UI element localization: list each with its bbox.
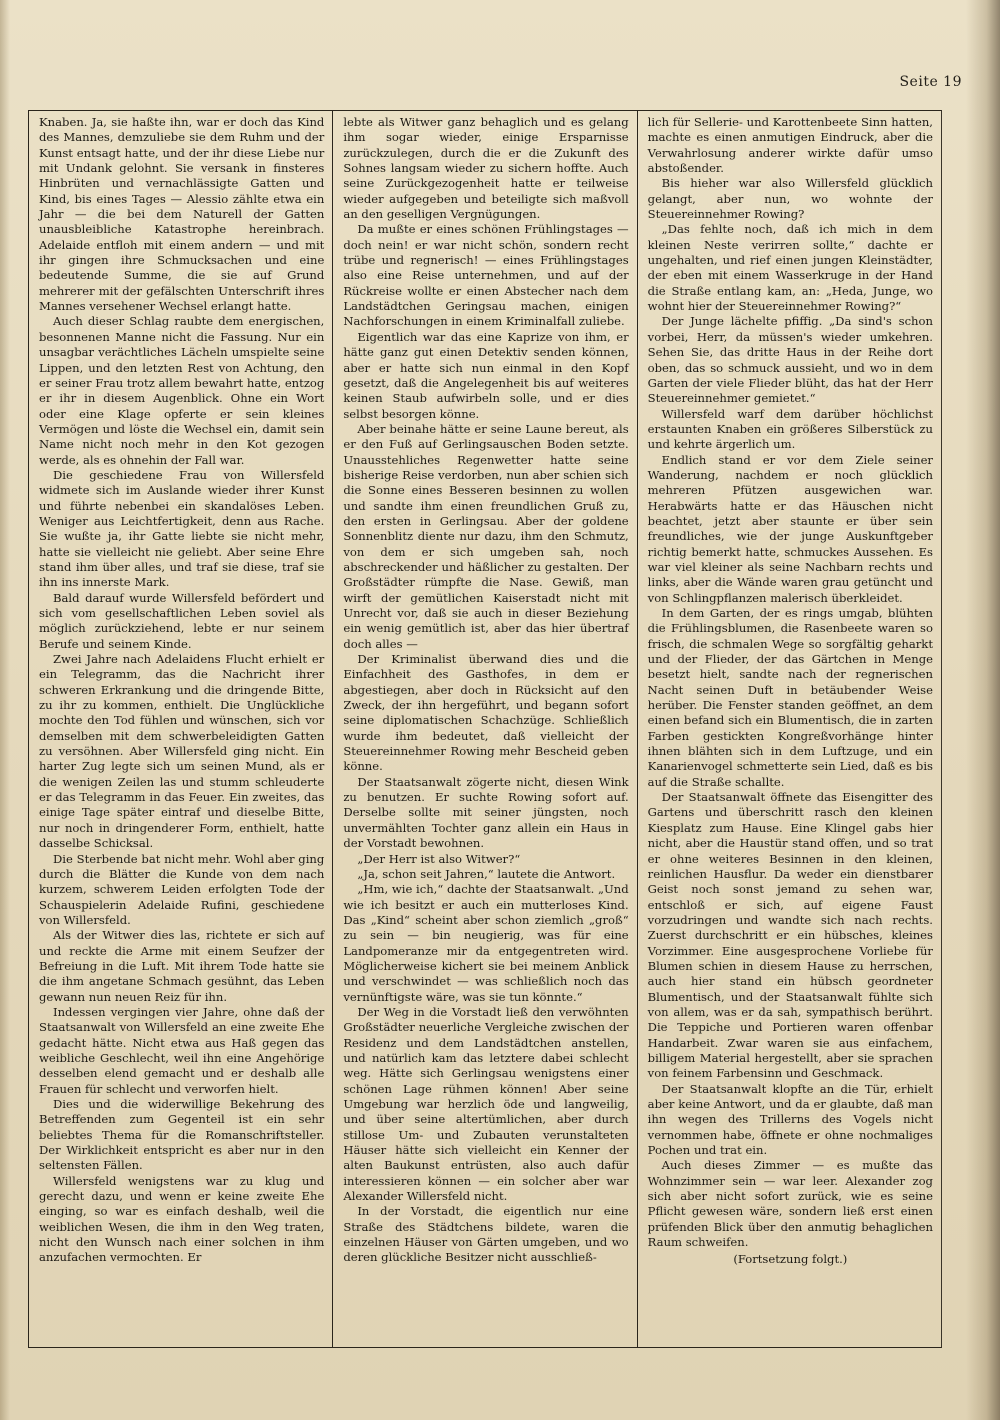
paragraph: Die Sterbende bat nicht mehr. Wohl aber ging durch die Blätter die Kunde von dem nach kurzem, schwerem Leiden erfolgten Tode der Schauspielerin Adelaide Rufini, geschiedene von Willersfeld. [39, 851, 325, 927]
paragraph: Die geschiedene Frau von Willersfeld widmete sich im Auslande wieder ihrer Kunst und führte nebenbei ein skandalöses Leben. Weniger aus Leichtfertigkeit, denn aus Rache. Sie wußte ja, ihr Gatte liebte sie nicht mehr, hatte sie vielleicht nie geliebt. Aber seine Ehre stand ihm über alles, und traf sie diese, traf sie ihn ins innerste Mark. [39, 467, 325, 590]
paragraph: Knaben. Ja, sie haßte ihn, war er doch das Kind des Mannes, demzuliebe sie dem Ruhm und der Kunst entsagt hatte, und der ihr diese Liebe nur mit Undank gelohnt. Sie versank in finsteres Hinbrüten und vernachlässigte Gatten und Kind, bis eines Tages — Alessio zählte etwa ein Jahr — die bei dem Naturell der Gatten unausbleibliche Katastrophe hereinbrach. Adelaide entfloh mit einem andern — und mit ihr gingen ihre Schmucksachen und eine bedeutende Summe, die sie auf Grund mehrerer mit der gefälschten Unterschrift ihres Mannes versehener Wechsel erlangt hatte. [39, 115, 325, 314]
paragraph: Der Staatsanwalt öffnete das Eisengitter des Gartens und überschritt rasch den kleinen Kiesplatz zum Hause. Eine Klingel gabs hier nicht, aber die Haustür stand offen, und so trat er ohne weiteres Besinnen in den kleinen, reinlichen Hausflur. Da weder ein dienstbarer Geist noch sonst jemand zu sehen war, entschloß er sich, auf eigene Faust vorzudringen und wandte sich nach rechts. Zuerst durchschritt er ein hübsches, kleines Vorzimmer. Eine ausgesprochene Vorliebe für Blumen schien in diesem Hause zu herrschen, auch hier stand ein hübsch geordneter Blumentisch, und der Staatsanwalt fühlte sich von allem, was er da sah, sympathisch berührt. Die Teppiche und Portieren waren offenbar Handarbeit. Zwar waren sie aus einfachem, billigem Material hergestellt, aber sie sprachen von feinem Farbensinn und Geschmack. [647, 790, 933, 1081]
page-number: Seite 19 [899, 74, 962, 90]
paragraph: Der Weg in die Vorstadt ließ den verwöhnten Großstädter neuerliche Vergleiche zwischen der Residenz und dem Landstädtchen anstellen, und natürlich kam das letztere dabei schlecht weg. Hätte sich Gerlingsau wenigstens einer schönen Lage rühmen können! Aber seine Umgebung war herzlich öde und langweilig, und über seine altertümlichen, aber durch stillose Um- und Zubauten verunstalteten Häuser hätte sich vielleicht ein Kenner der alten Baukunst entrüsten, also auch dafür interessieren können — ein solcher aber war Alexander Willersfeld nicht. [343, 1004, 629, 1204]
paragraph: Als der Witwer dies las, richtete er sich auf und reckte die Arme mit einem Seufzer der Befreiung in die Luft. Mit ihrem Tode hatte sie die ihm angetane Schmach gesühnt, das Leben gewann nun neuen Reiz für ihn. [39, 928, 325, 1004]
paragraph: „Das fehlte noch, daß ich mich in dem kleinen Neste verirren sollte,“ dachte er ungehalten, und rief einen jungen Kleinstädter, der eben mit einem Wasserkruge in der Hand die Straße entlang kam, an: „Heda, Junge, wo wohnt hier der Steuereinnehmer Rowing?“ [647, 222, 933, 314]
paragraph: Der Staatsanwalt klopfte an die Tür, erhielt aber keine Antwort, und da er glaubte, daß man ihn wegen des Trillerns des Vogels nicht vernommen habe, öffnete er ohne nochmaliges Pochen und trat ein. [647, 1081, 933, 1158]
paragraph: Willersfeld warf dem darüber höchlichst erstaunten Knaben ein größeres Silberstück zu und kehrte ärgerlich um. [647, 406, 933, 452]
paragraph: Dies und die widerwillige Bekehrung des Betreffenden zum Gegenteil ist ein sehr beliebtes Thema für die Romanschriftsteller. Der Wirklichkeit entspricht es aber nur in den seltensten Fällen. [39, 1097, 325, 1173]
column-1 [29, 111, 333, 1347]
paragraph: In dem Garten, der es rings umgab, blühten die Frühlingsblumen, die Rasenbeete waren so frisch, die schmalen Wege so sorgfältig geharkt und der Flieder, der das Gärtchen in Menge besetzt hielt, sandte nach der regnerischen Nacht seinen Duft in betäubender Weise herüber. Die Fenster standen geöffnet, an dem einen befand sich ein Blumentisch, die in zarten Farben gestickten Kongreßvorhänge hinter ihnen blähten sich in dem Luftzuge, und ein Kanarienvogel schmetterte sein Lied, daß es bis auf die Straße schallte. [647, 606, 933, 789]
paragraph: „Der Herr ist also Witwer?“ [357, 851, 521, 866]
paragraph: Eigentlich war das eine Kaprize von ihm, er hätte ganz gut einen Detektiv senden können, aber er hatte sich nun einmal in den Kopf gesetzt, daß die Angelegenheit bis auf weiteres keinen Staub aufwirbeln solle, und er dies selbst besorgen könne. [343, 329, 629, 421]
page-right-shadow [966, 0, 1000, 1420]
paragraph: Auch dieses Zimmer — es mußte das Wohnzimmer sein — war leer. Alexander zog sich aber nicht sofort zurück, wie es seine Pflicht gewesen wäre, sondern ließ erst einen prüfenden Blick über den anmutig behaglichen Raum schweifen. [647, 1158, 933, 1250]
paragraph: Indessen vergingen vier Jahre, ohne daß der Staatsanwalt von Willersfeld an eine zweite Ehe gedacht hätte. Nicht etwa aus Haß gegen das weibliche Geschlecht, weil ihn eine Angehörige desselben elend gemacht und er deshalb alle Frauen für schlecht und verworfen hielt. [39, 1004, 325, 1096]
paragraph: Bald darauf wurde Willersfeld befördert und sich vom gesellschaftlichen Leben soviel als möglich zurückziehend, lebte er nur seinem Berufe und seinem Kinde. [39, 590, 325, 651]
paragraph: „Hm, wie ich,“ dachte der Staatsanwalt. „Und wie ich besitzt er auch ein mutterloses Kind. Das „Kind“ scheint aber schon ziemlich „groß“ zu sein — bin neugierig, was für eine Landpomeranze mir da entgegentreten wird. Möglicherweise kichert sie bei meinem Anblick und verschwindet — was schließlich noch das vernünftigste wäre, was sie tun könnte.“ [343, 882, 629, 1004]
page-left-shadow [0, 0, 10, 1420]
paragraph: lich für Sellerie- und Karottenbeete Sinn hatten, machte es einen anmutigen Eindruck, aber die Verwahrlosung anderer wirkte dafür umso abstoßender. [647, 115, 933, 176]
paragraph: In der Vorstadt, die eigentlich nur eine Straße des Städtchens bildete, waren die einzelnen Häuser von Gärten umgeben, und wo deren glückliche Besitzer nicht ausschließ- [343, 1204, 629, 1265]
paragraph: Der Kriminalist überwand dies und die Einfachheit des Gasthofes, in dem er abgestiegen, aber doch in Rücksicht auf den Zweck, der ihn hergeführt, und begann sofort seine diplomatischen Schachzüge. Schließlich wurde ihm bedeutet, daß vielleicht der Steuereinnehmer Rowing mehr Bescheid geben könne. [343, 652, 629, 774]
paragraph: Endlich stand er vor dem Ziele seiner Wanderung, nachdem er noch glücklich mehreren Pfützen ausgewichen war. Herabwärts hatte er das Häuschen nicht beachtet, jetzt aber staunte er über sein freundliches, wie der junge Auskunftgeber richtig bemerkt hatte, schmuckes Aussehen. Es war viel kleiner als seine Nachbarn rechts und links, aber die Wände waren grau getüncht und von Schlingpflanzen malerisch überkleidet. [647, 452, 933, 605]
paragraph: Auch dieser Schlag raubte dem energischen, besonnenen Manne nicht die Fassung. Nur ein unsagbar verächtliches Lächeln umspielte seine Lippen, und den letzten Rest von Achtung, den er seiner Frau trotz allem bewahrt hatte, entzog er ihr in diesem Augenblick. Ohne ein Wort oder eine Klage opferte er sein kleines Vermögen und löste die Wechsel ein, damit sein Name nicht noch mehr in den Kot gezogen werde, als es ohnehin der Fall war. [39, 314, 325, 467]
article-columns [28, 110, 942, 1348]
column-3 [638, 111, 941, 1347]
paragraph: Willersfeld wenigstens war zu klug und gerecht dazu, und wenn er keine zweite Ehe einging, so war es einfach deshalb, weil die weiblichen Wesen, die ihm in den Weg traten, nicht den Wunsch nach einer solchen in ihm anzufachen vermochten. Er [39, 1173, 325, 1265]
paragraph: Der Staatsanwalt zögerte nicht, diesen Wink zu benutzen. Er suchte Rowing sofort auf. Derselbe sollte mit seiner jüngsten, noch unvermählten Tochter ganz allein ein Haus in der Vorstadt bewohnen. [343, 774, 629, 851]
paragraph: Zwei Jahre nach Adelaidens Flucht erhielt er ein Telegramm, das die Nachricht ihrer schweren Erkrankung und die dringende Bitte, zu ihr zu kommen, enthielt. Die Unglückliche mochte den Tod fühlen und wünschen, sich vor demselben mit dem schwerbeleidigten Gatten zu versöhnen. Aber Willersfeld ging nicht. Ein harter Zug legte sich um seinen Mund, als er die wenigen Zeilen las und stumm schleuderte er das Telegramm in das Feuer. Ein zweites, das einige Tage später eintraf und dieselbe Bitte, nur noch in dringenderer Form, enthielt, hatte dasselbe Schicksal. [39, 652, 325, 851]
paragraph: „Ja, schon seit Jahren,“ lautete die Antwort. [357, 866, 616, 881]
continuation-note: (Fortsetzung folgt.) [733, 1252, 848, 1267]
paragraph: lebte als Witwer ganz behaglich und es gelang ihm sogar wieder, einige Ersparnisse zurückzulegen, durch die er die Zukunft des Sohnes langsam wieder zu sichern hoffte. Auch seine Zurückgezogenheit hatte er teilweise wieder aufgegeben und beteiligte sich maßvoll an den geselligen Vergnügungen. [343, 115, 629, 222]
paragraph: Der Junge lächelte pfiffig. „Da sind's schon vorbei, Herr, da müssen's wieder umkehren. Sehen Sie, das dritte Haus in der Reihe dort oben, das so schmuck aussieht, und wo in dem Garten der viele Flieder blüht, das hat der Herr Steuereinnehmer gemietet.“ [647, 314, 933, 406]
column-2 [333, 111, 637, 1347]
paragraph: Aber beinahe hätte er seine Laune bereut, als er den Fuß auf Gerlingsauschen Boden setzte. Unausstehliches Regenwetter hatte seine bisherige Reise verdorben, nun aber schien sich die Sonne eines Besseren besinnen zu wollen und sandte ihm einen freundlichen Gruß zu, den ersten in Gerlingsau. Aber der goldene Sonnenblitz diente nur dazu, ihm den Schmutz, von dem er sich umgeben sah, noch abschreckender und häßlicher zu gestalten. Der Großstädter rümpfte die Nase. Gewiß, man wirft der gemütlichen Kaiserstadt nicht mit Unrecht vor, daß sie auch in dieser Beziehung ein wenig gemütlich ist, aber das hier übertraf doch alles — [343, 421, 629, 651]
paragraph: Da mußte er eines schönen Frühlingstages — doch nein! er war nicht schön, sondern recht trübe und regnerisch! — eines Frühlingstages also eine Reise unternehmen, und auf der Rückreise wollte er einen Abstecher nach dem Landstädtchen Geringsau machen, einigen Nachforschungen in einem Kriminalfall zuliebe. [343, 222, 629, 329]
paragraph: Bis hieher war also Willersfeld glücklich gelangt, aber nun, wo wohnte der Steuereinnehmer Rowing? [647, 176, 933, 222]
